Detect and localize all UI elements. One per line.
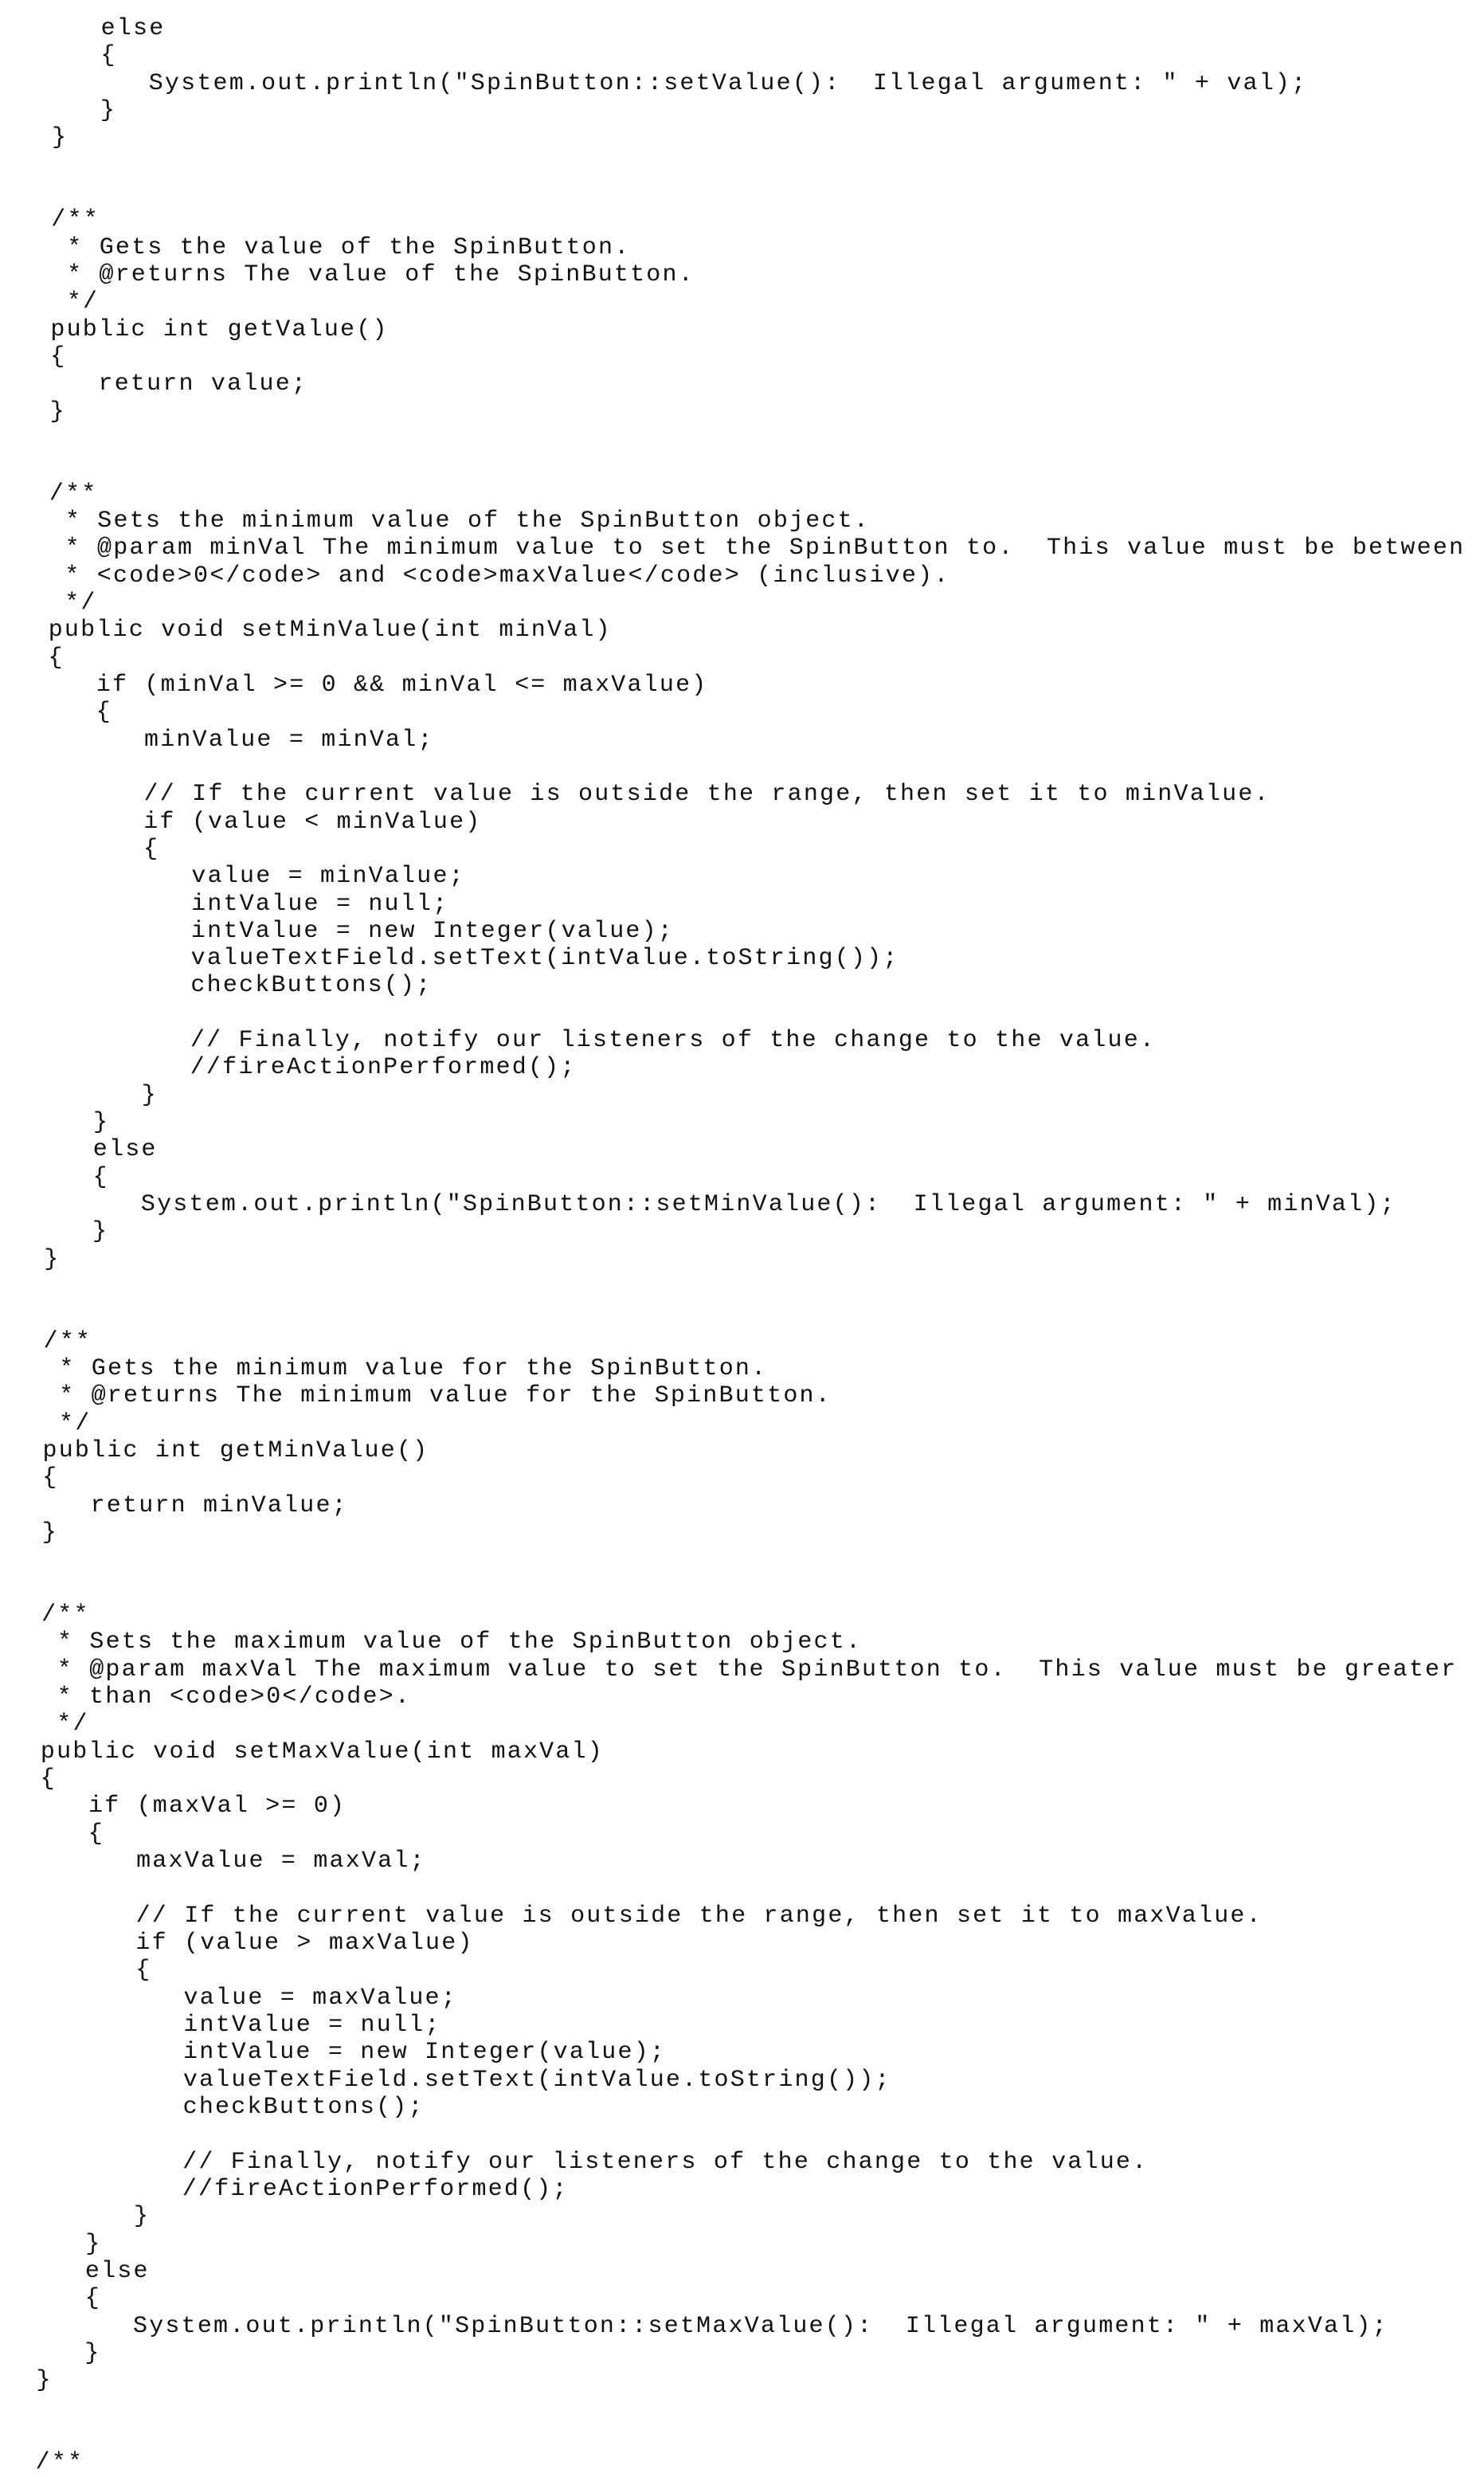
code-line: { bbox=[0, 1766, 1465, 1793]
code-line: if (minVal >= 0 && minVal <= maxValue) bbox=[0, 672, 1465, 699]
code-line: return value; bbox=[0, 370, 1465, 398]
code-line: } bbox=[0, 97, 1465, 124]
code-line: * Gets the minimum value for the SpinButton. bbox=[0, 1355, 1465, 1382]
code-line: if (value > maxValue) bbox=[0, 1930, 1465, 1957]
code-line: { bbox=[0, 645, 1465, 672]
code-line: else bbox=[0, 2258, 1465, 2285]
code-line bbox=[0, 152, 1465, 179]
code-line: System.out.println("SpinButton::setValue(): Illegal argument: " + val); bbox=[0, 70, 1465, 97]
code-line: value = minValue; bbox=[0, 863, 1465, 890]
code-line: /** bbox=[0, 1328, 1465, 1355]
code-line: /** bbox=[0, 480, 1465, 508]
code-line: } bbox=[0, 1519, 1465, 1546]
code-line: } bbox=[0, 124, 1465, 151]
code-line: { bbox=[0, 836, 1465, 863]
code-line: } bbox=[0, 2340, 1465, 2367]
code-line: /** bbox=[0, 1601, 1465, 1628]
code-line: // If the current value is outside the range, then set it to minValue. bbox=[0, 781, 1465, 808]
code-line bbox=[0, 1546, 1465, 1574]
code-line: minValue = minVal; bbox=[0, 727, 1465, 754]
code-line: { bbox=[0, 2285, 1465, 2312]
code-line: { bbox=[0, 699, 1465, 726]
code-line: // Finally, notify our listeners of the change to the value. bbox=[0, 1027, 1465, 1054]
code-line: public int getValue() bbox=[0, 316, 1465, 343]
code-line: public void setMinValue(int minVal) bbox=[0, 617, 1465, 644]
code-line: } bbox=[0, 1218, 1465, 1245]
code-line: // If the current value is outside the range, then set it to maxValue. bbox=[0, 1903, 1465, 1930]
code-line bbox=[0, 2121, 1465, 2148]
code-line: { bbox=[0, 1164, 1465, 1191]
code-listing bbox=[0, 15, 1465, 2477]
code-line: * @param maxVal The maximum value to set the SpinButton to. This value must be greater bbox=[0, 1656, 1465, 1683]
code-line: */ bbox=[0, 590, 1465, 617]
code-line: */ bbox=[0, 288, 1465, 316]
code-line: { bbox=[0, 42, 1465, 69]
code-line bbox=[0, 2395, 1465, 2422]
code-line: System.out.println("SpinButton::setMaxValue(): Illegal argument: " + maxVal); bbox=[0, 2313, 1465, 2340]
code-line bbox=[0, 453, 1465, 480]
code-line bbox=[0, 425, 1465, 453]
code-line: return minValue; bbox=[0, 1492, 1465, 1519]
code-line: } bbox=[0, 2203, 1465, 2230]
code-line: * <code>0</code> and <code>maxValue</code> (inclusive). bbox=[0, 562, 1465, 590]
code-line bbox=[0, 754, 1465, 781]
code-line: else bbox=[0, 15, 1465, 42]
code-line: System.out.println("SpinButton::setMinValue(): Illegal argument: " + minVal); bbox=[0, 1191, 1465, 1218]
code-line bbox=[0, 2422, 1465, 2449]
code-line: intValue = new Integer(value); bbox=[0, 2039, 1465, 2066]
code-line: valueTextField.setText(intValue.toString()); bbox=[0, 945, 1465, 972]
code-line: intValue = null; bbox=[0, 891, 1465, 918]
code-line: { bbox=[0, 343, 1465, 370]
code-line: intValue = new Integer(value); bbox=[0, 918, 1465, 945]
code-line: // Finally, notify our listeners of the change to the value. bbox=[0, 2149, 1465, 2176]
code-line: */ bbox=[0, 1410, 1465, 1437]
code-line: if (maxVal >= 0) bbox=[0, 1793, 1465, 1820]
code-line: * @param minVal The minimum value to set the SpinButton to. This value must be between bbox=[0, 535, 1465, 562]
code-line: * @returns The value of the SpinButton. bbox=[0, 261, 1465, 288]
code-line: } bbox=[0, 1109, 1465, 1136]
code-line: /** bbox=[0, 206, 1465, 233]
code-line: else bbox=[0, 1136, 1465, 1163]
code-line: * than <code>0</code>. bbox=[0, 1683, 1465, 1711]
code-line: //fireActionPerformed(); bbox=[0, 2176, 1465, 2203]
code-line: } bbox=[0, 2367, 1465, 2394]
code-line: checkButtons(); bbox=[0, 2094, 1465, 2121]
code-line: //fireActionPerformed(); bbox=[0, 1054, 1465, 1081]
code-line: } bbox=[0, 1246, 1465, 1273]
code-line: * Sets the minimum value of the SpinButton object. bbox=[0, 508, 1465, 535]
code-line: * @returns The minimum value for the SpinButton. bbox=[0, 1382, 1465, 1409]
code-line: */ bbox=[0, 1711, 1465, 1738]
code-line: checkButtons(); bbox=[0, 972, 1465, 999]
code-line: valueTextField.setText(intValue.toString()); bbox=[0, 2067, 1465, 2094]
code-line: } bbox=[0, 2231, 1465, 2258]
code-line: } bbox=[0, 1082, 1465, 1109]
code-line: public int getMinValue() bbox=[0, 1437, 1465, 1464]
code-line: if (value < minValue) bbox=[0, 809, 1465, 836]
code-line: { bbox=[0, 1957, 1465, 1984]
code-line: } bbox=[0, 398, 1465, 425]
code-line bbox=[0, 1574, 1465, 1601]
code-line bbox=[0, 179, 1465, 206]
code-line: public void setMaxValue(int maxVal) bbox=[0, 1738, 1465, 1766]
code-line: * Sets the maximum value of the SpinButton object. bbox=[0, 1628, 1465, 1656]
code-line: intValue = null; bbox=[0, 2012, 1465, 2039]
code-line: { bbox=[0, 1821, 1465, 1848]
code-line: { bbox=[0, 1464, 1465, 1491]
code-line: maxValue = maxVal; bbox=[0, 1848, 1465, 1875]
code-line bbox=[0, 1300, 1465, 1327]
code-line: value = maxValue; bbox=[0, 1985, 1465, 2012]
code-line bbox=[0, 1273, 1465, 1300]
code-line bbox=[0, 1000, 1465, 1027]
code-line: * Gets the value of the SpinButton. bbox=[0, 234, 1465, 261]
code-line: /** bbox=[0, 2449, 1465, 2476]
code-line bbox=[0, 1875, 1465, 1902]
